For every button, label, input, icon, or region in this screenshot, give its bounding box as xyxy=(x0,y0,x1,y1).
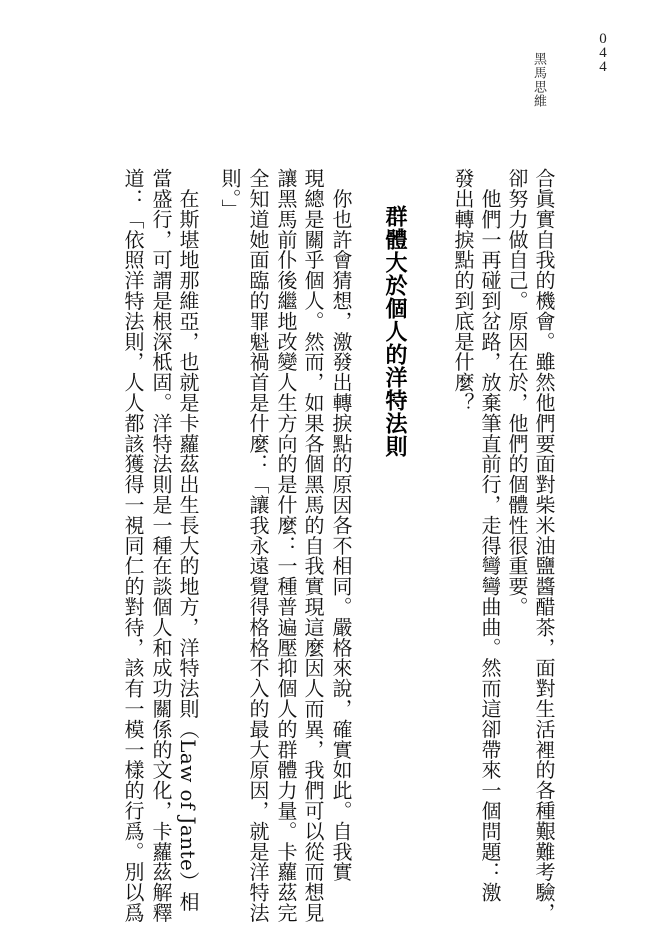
text-line: 全知道她面臨的罪魁禍首是什麼：「讓我永遠覺得格格不入的最大原因，就是洋特法 xyxy=(246,168,270,923)
running-title: 黑馬思維 xyxy=(531,52,546,108)
page-number: 044 xyxy=(599,31,607,75)
text-line: 道：「依照洋特法則，人人都該獲得一視同仁的對待，該有一模一樣的行爲。別以爲 xyxy=(121,168,145,923)
section-heading: 群體大於個人的洋特法則 xyxy=(382,205,407,458)
text-line: 合眞實自我的機會。雖然他們要面對柴米油鹽醬醋茶，面對生活裡的各種艱難考驗， xyxy=(532,168,556,923)
text-line: 現總是關乎個人。然而，如果各個黑馬的自我實現這麼因人而異，我們可以從而想見 xyxy=(301,168,325,923)
text-line: 在斯堪地那維亞，也就是卡蘿茲出生長大的地方，洋特法則（Law of Jante）相 xyxy=(176,168,200,912)
text-line: 則。」 xyxy=(218,168,242,220)
text-line: 卻努力做自己。原因在於，他們的個體性很重要。 xyxy=(505,168,529,617)
text-line: 發出轉捩點的到底是什麼？ xyxy=(451,168,475,413)
text-line: 他們一再碰到岔路，放棄筆直前行，走得彎彎曲曲。然而這卻帶來一個問題：激 xyxy=(478,168,502,903)
text-line: 你也許會猜想，激發出轉捩點的原因各不相同。嚴格來說，確實如此。自我實 xyxy=(329,168,353,882)
text-line: 當盛行，可謂是根深柢固。洋特法則是一種在談個人和成功關係的文化，卡蘿茲解釋 xyxy=(149,168,173,923)
text-line: 讓黑馬前仆後繼地改變人生方向的是什麼：一種普遍壓抑個人的群體力量。卡蘿茲完 xyxy=(274,168,298,923)
